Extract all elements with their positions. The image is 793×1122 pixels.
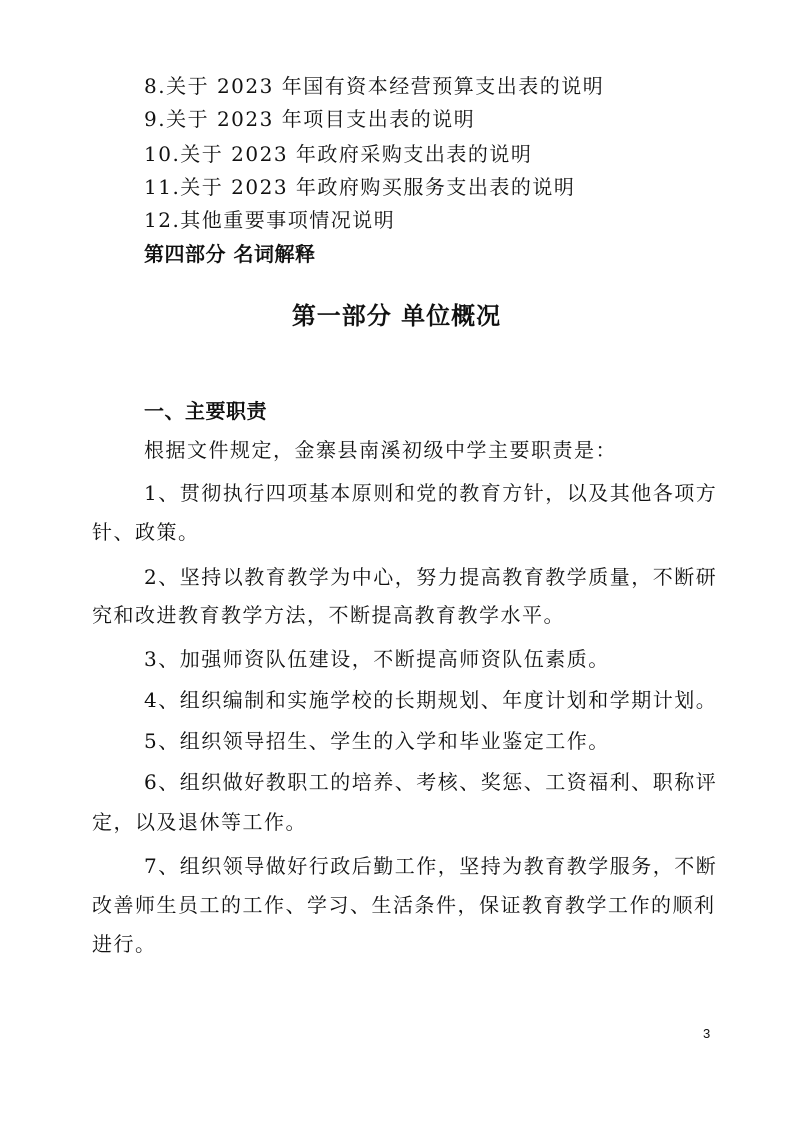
duty-7-line-3: 进行。 <box>92 932 157 956</box>
toc-item-11: 11.关于 2023 年政府购买服务支出表的说明 <box>144 175 576 199</box>
duty-1-line-1: 1、贯彻执行四项基本原则和党的教育方针，以及其他各项方 <box>144 481 718 505</box>
duty-3-line-1: 3、加强师资队伍建设，不断提高师资队伍素质。 <box>144 647 610 671</box>
duty-7-line-1: 7、组织领导做好行政后勤工作，坚持为教育教学服务，不断 <box>144 854 718 878</box>
duty-5-line-1: 5、组织领导招生、学生的入学和毕业鉴定工作。 <box>144 729 610 753</box>
part1-title: 第一部分 单位概况 <box>291 302 502 330</box>
toc-item-10: 10.关于 2023 年政府采购支出表的说明 <box>144 142 533 166</box>
page-number: 3 <box>703 1026 711 1041</box>
duty-2-line-2: 究和改进教育教学方法，不断提高教育教学水平。 <box>92 603 565 627</box>
section1-heading: 一、主要职责 <box>144 399 267 423</box>
duty-7-line-2: 改善师生员工的工作、学习、生活条件，保证教育教学工作的顺利 <box>92 893 716 917</box>
duty-4-line-1: 4、组织编制和实施学校的长期规划、年度计划和学期计划。 <box>144 688 718 712</box>
toc-part4-heading: 第四部分 名词解释 <box>144 242 316 266</box>
duties-intro: 根据文件规定，金寨县南溪初级中学主要职责是： <box>144 438 617 462</box>
duty-2-line-1: 2、坚持以教育教学为中心，努力提高教育教学质量，不断研 <box>144 565 718 589</box>
duty-6-line-2: 定，以及退休等工作。 <box>92 810 307 834</box>
duty-1-line-2: 针、政策。 <box>92 520 200 544</box>
toc-item-8: 8.关于 2023 年国有资本经营预算支出表的说明 <box>144 74 605 98</box>
toc-item-9: 9.关于 2023 年项目支出表的说明 <box>144 107 476 131</box>
toc-item-12: 12.其他重要事项情况说明 <box>144 208 396 232</box>
duty-6-line-1: 6、组织做好教职工的培养、考核、奖惩、工资福利、职称评 <box>144 770 718 794</box>
